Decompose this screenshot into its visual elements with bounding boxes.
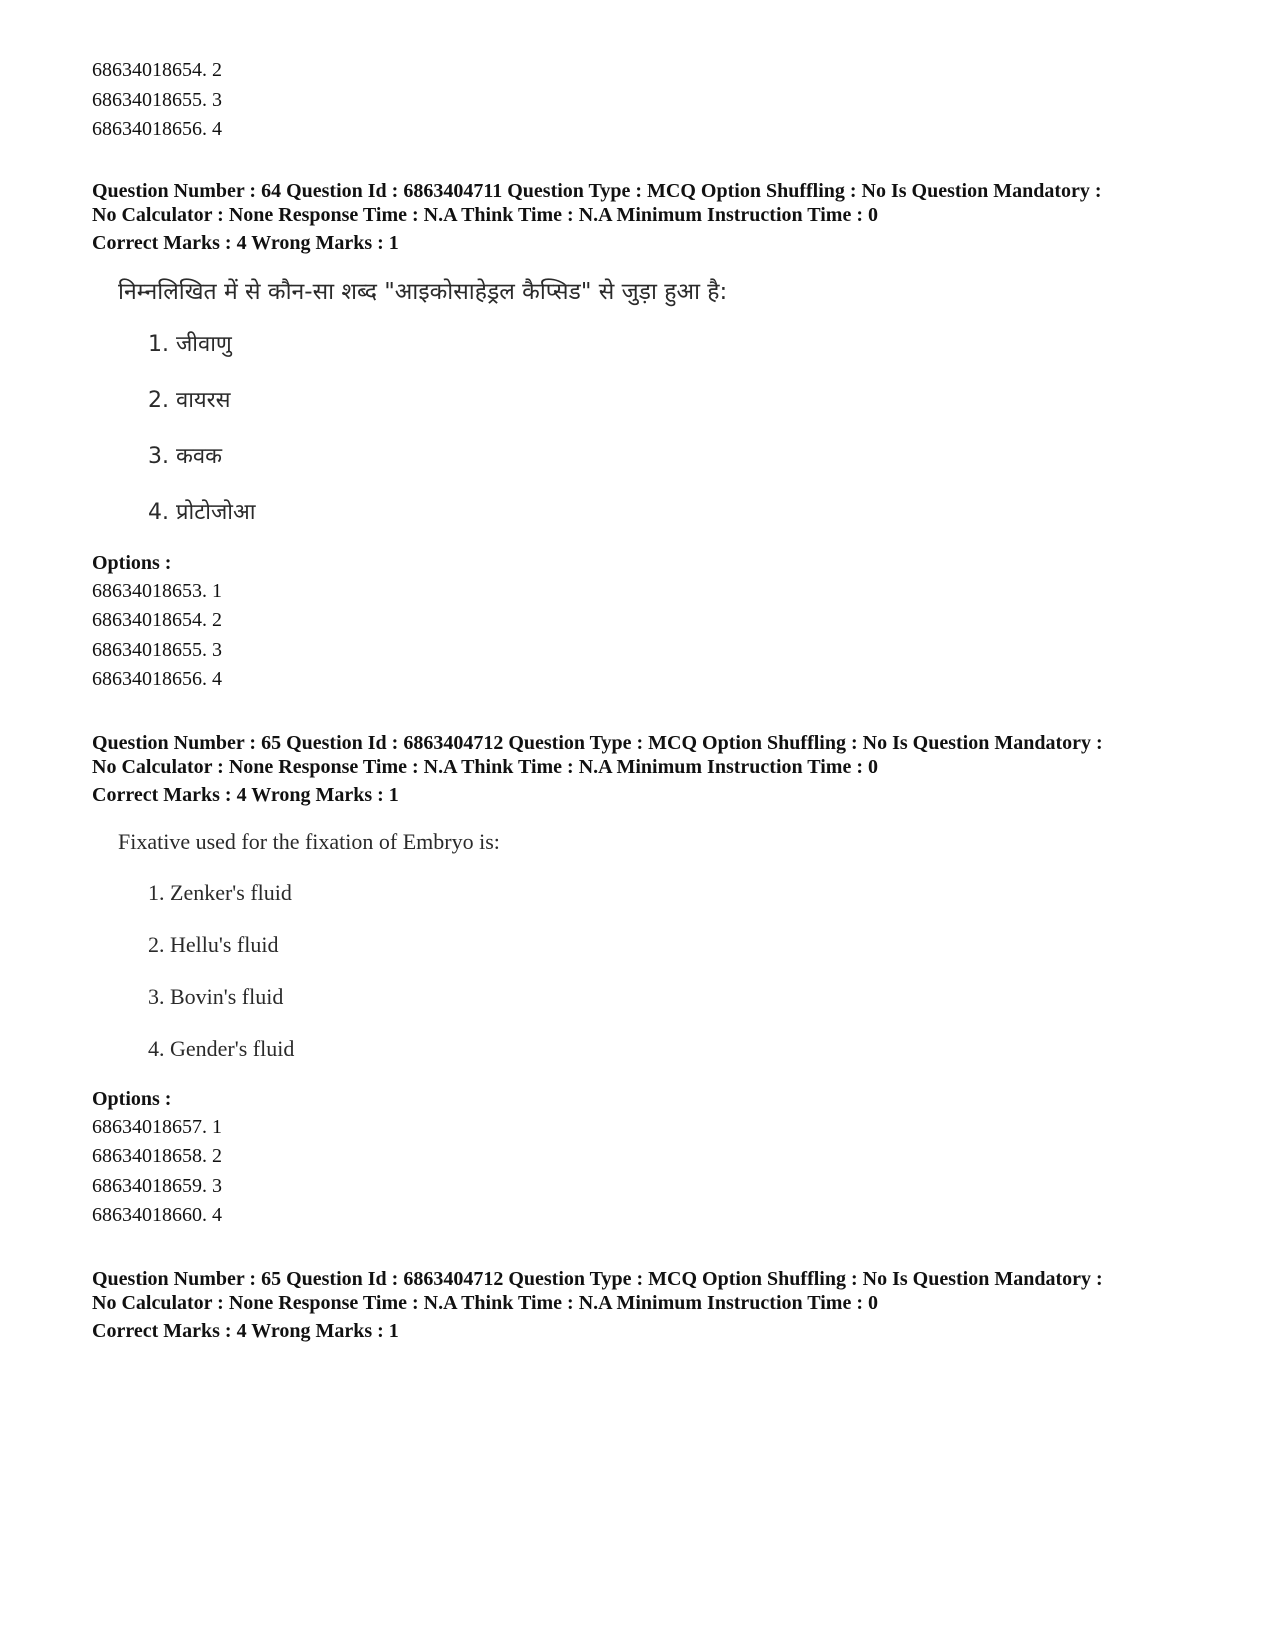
option-line: 68634018657. 1 <box>92 1115 222 1138</box>
option-line: 68634018656. 4 <box>92 668 222 690</box>
question-body <box>118 827 1192 1063</box>
question-text: निम्नलिखित में से कौन-सा शब्द "आइकोसाहेड्रल कैप्सिड" से जुड़ा हुआ है: <box>118 278 728 305</box>
option-line: 68634018658. 2 <box>92 1145 222 1167</box>
question-65-block <box>92 731 1192 1231</box>
option-line: 68634018654. 2 <box>92 59 222 81</box>
choice-item: 2. वायरस <box>148 387 231 413</box>
question-header-line1: Question Number : 64 Question Id : 6863404711 Question Type : MCQ Option Shuffling : No Is Question Mandatory : <box>92 179 1102 202</box>
choice-item: 2. Hellu's fluid <box>148 931 279 957</box>
question-marks: Correct Marks : 4 Wrong Marks : 1 <box>92 783 399 806</box>
choice-item: 3. Bovin's fluid <box>148 983 284 1009</box>
option-line: 68634018655. 3 <box>92 88 222 111</box>
choice-list <box>148 879 1192 1063</box>
question-header-line2: No Calculator : None Response Time : N.A Think Time : N.A Minimum Instruction Time : 0 <box>92 755 878 778</box>
question-header-line1: Question Number : 65 Question Id : 6863404712 Question Type : MCQ Option Shuffling : No Is Question Mandatory : <box>92 1267 1103 1290</box>
choice-list <box>148 331 1192 527</box>
question-marks: Correct Marks : 4 Wrong Marks : 1 <box>92 1319 399 1342</box>
previous-question-options <box>92 56 1192 145</box>
options-block <box>92 549 1192 695</box>
option-line: 68634018660. 4 <box>92 1204 222 1226</box>
question-marks: Correct Marks : 4 Wrong Marks : 1 <box>92 231 399 254</box>
options-block <box>92 1085 1192 1231</box>
choice-item: 3. कवक <box>148 443 223 469</box>
question-header-line2: No Calculator : None Response Time : N.A Think Time : N.A Minimum Instruction Time : 0 <box>92 1291 878 1314</box>
choice-item: 1. जीवाणु <box>148 331 232 357</box>
option-line: 68634018656. 4 <box>92 118 222 140</box>
question-body <box>118 275 1192 527</box>
options-title: Options : <box>92 551 172 574</box>
choice-item: 4. प्रोटोजोआ <box>148 499 256 525</box>
choice-item: 1. Zenker's fluid <box>148 879 292 905</box>
options-title: Options : <box>92 1087 172 1110</box>
question-header-line2: No Calculator : None Response Time : N.A Think Time : N.A Minimum Instruction Time : 0 <box>92 203 878 226</box>
question-text: Fixative used for the fixation of Embryo is: <box>118 828 500 854</box>
option-line: 68634018654. 2 <box>92 609 222 631</box>
question-64-block <box>92 179 1192 695</box>
document-page <box>92 56 1192 1343</box>
option-line: 68634018659. 3 <box>92 1174 222 1197</box>
question-65-repeat-block <box>92 1267 1192 1343</box>
question-header-line1: Question Number : 65 Question Id : 6863404712 Question Type : MCQ Option Shuffling : No Is Question Mandatory : <box>92 731 1103 754</box>
option-line: 68634018655. 3 <box>92 638 222 661</box>
option-line: 68634018653. 1 <box>92 579 222 602</box>
choice-item: 4. Gender's fluid <box>148 1035 295 1061</box>
